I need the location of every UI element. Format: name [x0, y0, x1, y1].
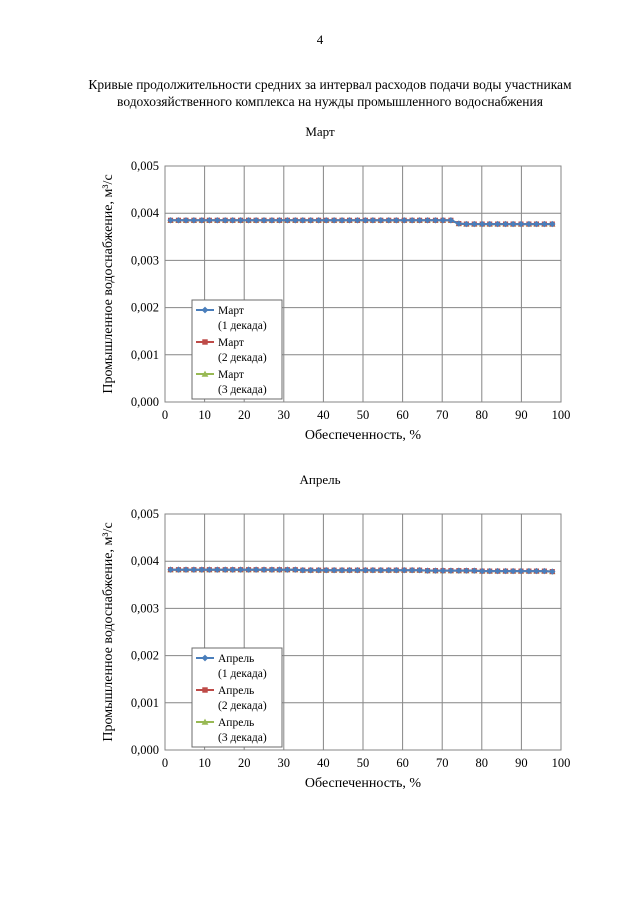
x-tick-label: 20: [237, 756, 251, 770]
legend-label: Апрель: [218, 653, 255, 665]
y-tick-label: 0,001: [130, 695, 159, 710]
x-tick-label: 50: [356, 756, 370, 770]
x-tick-label: 40: [317, 408, 330, 422]
y-tick-label: 0,004: [130, 554, 159, 569]
y-tick-label: 0,005: [130, 159, 159, 173]
x-axis-title: Обеспеченность, %: [304, 428, 422, 443]
y-tick-label: 0,003: [130, 601, 159, 616]
x-tick-label: 60: [396, 756, 409, 770]
legend-marker-swatch: [202, 687, 207, 692]
y-tick-label: 0,004: [130, 206, 159, 221]
chart-title: Март: [305, 124, 335, 139]
x-tick-label: 90: [515, 756, 528, 770]
x-tick-label: 80: [475, 756, 489, 770]
document-title: [60, 76, 600, 110]
y-tick-label: 0,000: [130, 395, 159, 409]
chart-svg: [0, 124, 640, 464]
y-axis-title: Промышленное водоснабжение, м³/с: [101, 522, 116, 742]
y-tick-label: 0,003: [130, 253, 159, 268]
x-tick-label: 100: [551, 408, 571, 422]
x-tick-label: 0: [161, 756, 169, 770]
x-tick-label: 0: [161, 408, 169, 422]
legend-label: (3 декада): [218, 384, 267, 396]
legend-marker-swatch: [202, 339, 207, 344]
page-number: 4: [316, 32, 324, 47]
x-tick-label: 40: [317, 756, 330, 770]
x-tick-label: 70: [435, 408, 449, 422]
chart-april: [0, 472, 640, 812]
chart-march: [0, 124, 640, 464]
legend: [192, 648, 282, 747]
chart-title: Апрель: [299, 472, 341, 487]
legend-label: (1 декада): [218, 320, 267, 332]
x-tick-label: 10: [198, 408, 211, 422]
y-tick-label: 0,005: [130, 507, 159, 521]
legend-label: Апрель: [218, 717, 255, 729]
legend-label: Март: [218, 337, 244, 349]
legend-label: Март: [218, 305, 244, 317]
legend-label: (2 декада): [218, 700, 267, 712]
x-tick-label: 30: [277, 408, 291, 422]
legend-label: Март: [218, 369, 244, 381]
x-tick-label: 10: [198, 756, 211, 770]
legend-label: Апрель: [218, 685, 255, 697]
chart-svg: [0, 472, 640, 812]
x-tick-label: 50: [356, 408, 370, 422]
legend-label: (2 декада): [218, 352, 267, 364]
x-tick-label: 70: [435, 756, 449, 770]
y-tick-label: 0,002: [130, 648, 159, 663]
y-tick-label: 0,002: [130, 300, 159, 315]
legend-label: (1 декада): [218, 668, 267, 680]
document-title-line-2: водохозяйственного комплекса на нужды промышленного водоснабжения: [117, 94, 543, 109]
x-tick-label: 80: [475, 408, 489, 422]
x-tick-label: 60: [396, 408, 409, 422]
x-tick-label: 30: [277, 756, 291, 770]
legend: [192, 300, 282, 399]
legend-label: (3 декада): [218, 732, 267, 744]
y-tick-label: 0,001: [130, 347, 159, 362]
y-axis-title: Промышленное водоснабжение, м³/с: [101, 174, 116, 394]
x-tick-label: 100: [551, 756, 571, 770]
x-tick-label: 90: [515, 408, 528, 422]
x-tick-label: 20: [237, 408, 251, 422]
document-title-line-1: Кривые продолжительности средних за интервал расходов подачи воды участникам: [88, 77, 572, 92]
x-axis-title: Обеспеченность, %: [304, 776, 422, 791]
y-tick-label: 0,000: [130, 743, 159, 757]
